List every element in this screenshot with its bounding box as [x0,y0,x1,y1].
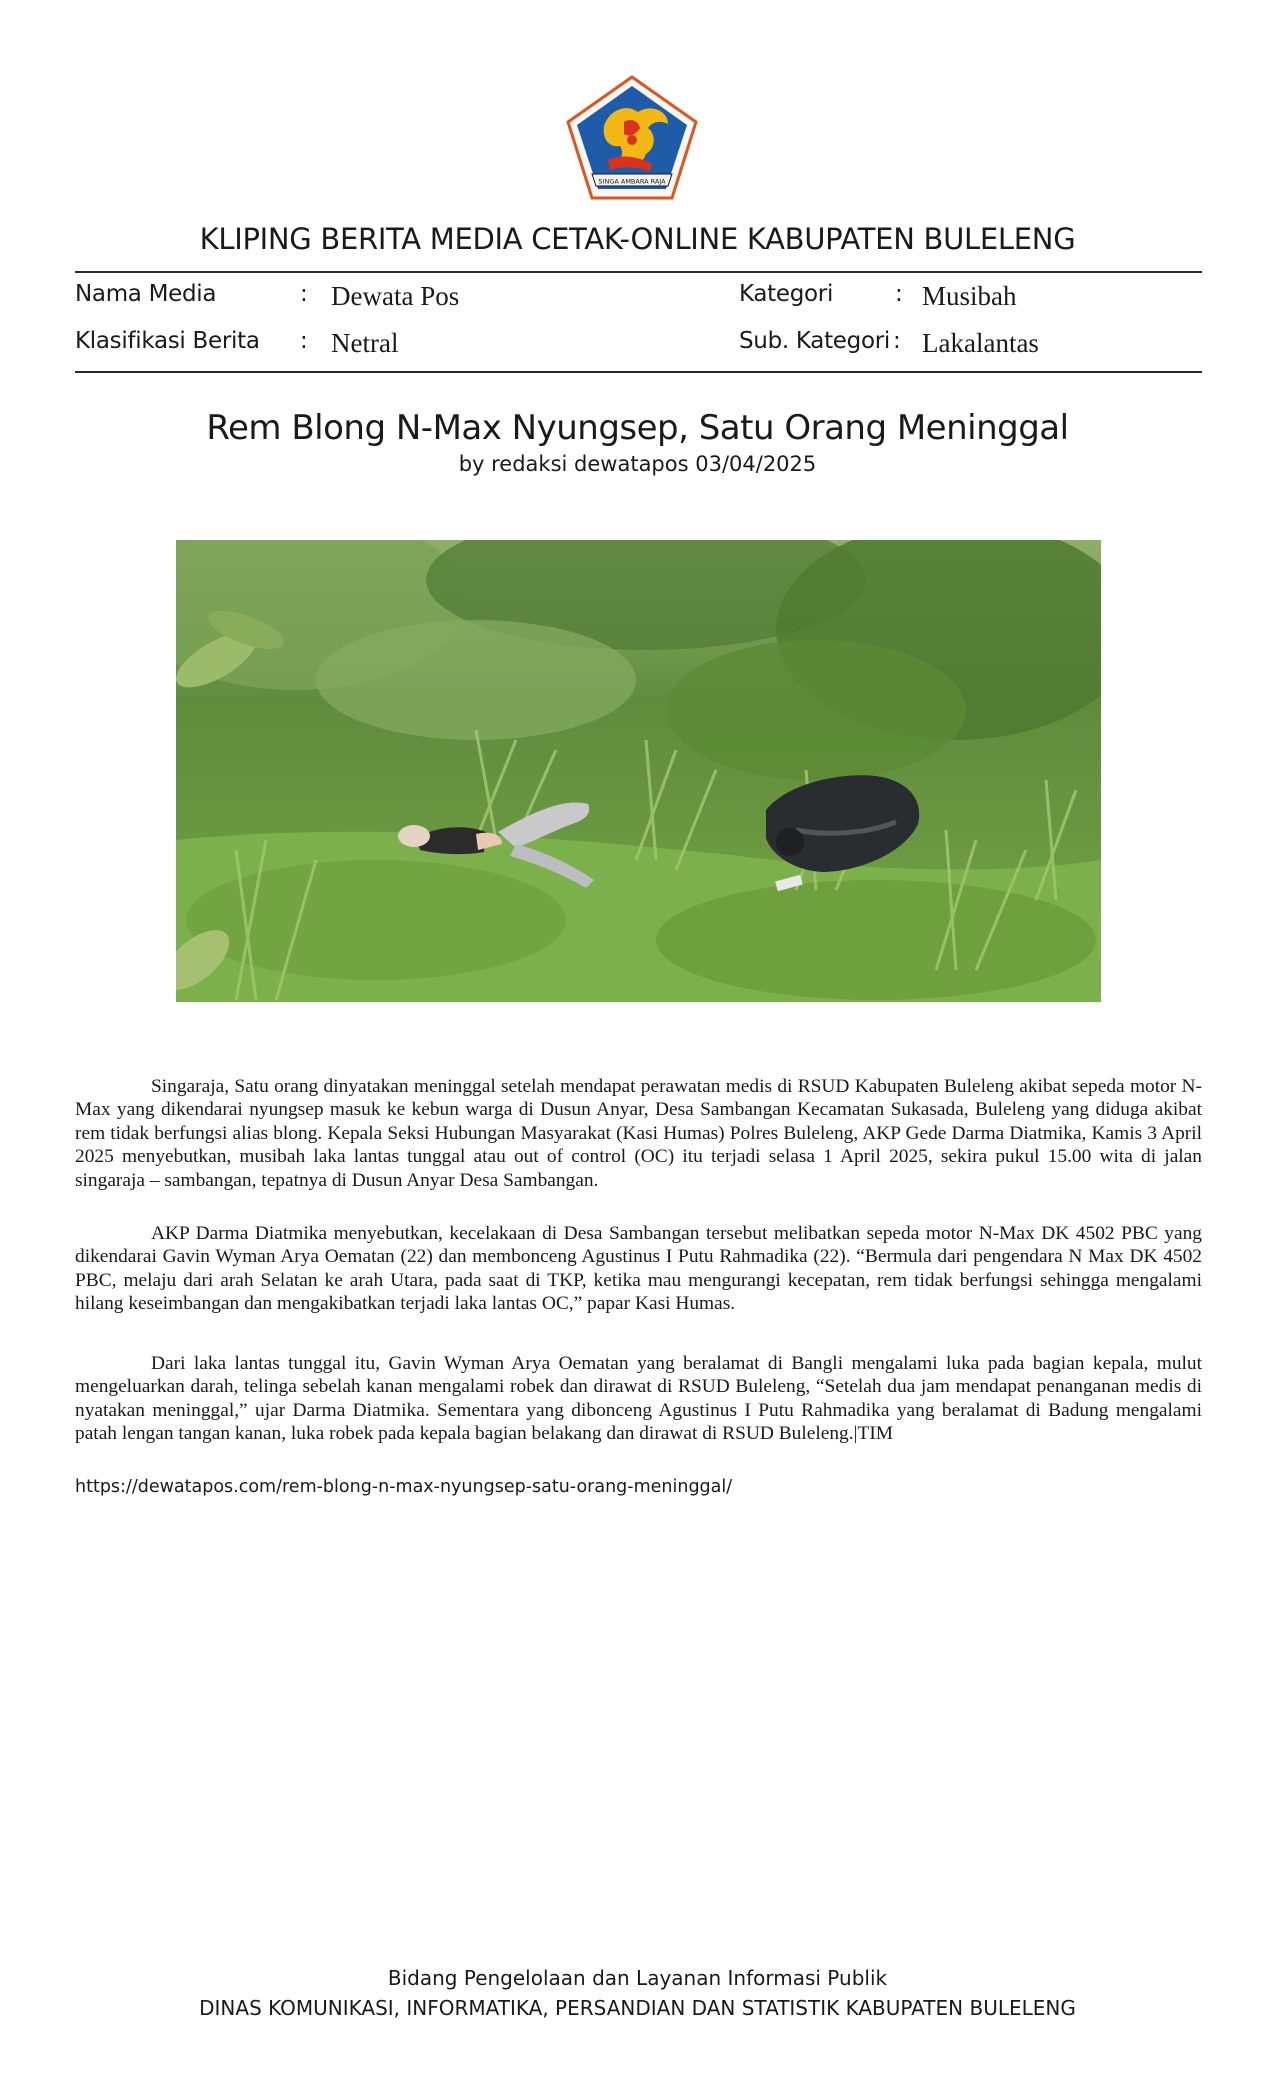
footer-agency: DINAS KOMUNIKASI, INFORMATIKA, PERSANDIAN DAN STATISTIK KABUPATEN BULELENG [199,1996,1076,2020]
subcategory-value: Lakalantas [922,328,1039,358]
article-byline: by redaksi dewatapos 03/04/2025 [458,452,817,476]
article-paragraph-text: Singaraja, Satu orang dinyatakan meninggal setelah mendapat perawatan medis di RSUD Kabupaten Buleleng akibat sepeda motor N-Max yang dikendarai nyungsep masuk ke kebun warga di Dusun Anyar, Desa Sambangan Kecamatan Sukasada, Buleleng yang diduga akibat rem tidak berfungsi alias blong. Kepala Seksi Hubungan Masyarakat (Kasi Humas) Polres Buleleng, AKP Gede Darma Diatmika, Kamis 3 April 2025 menyebutkan, musibah laka lantas tunggal atau out of control (OC) itu terjadi selasa 1 April 2025, sekira pukul 15.00 wita di jalan singaraja – sambangan, tepatnya di Dusun Anyar Desa Sambangan. [75,1076,1202,1191]
article-paragraph-text: AKP Darma Diatmika menyebutkan, kecelakaan di Desa Sambangan tersebut melibatkan sepeda motor N-Max DK 4502 PBC yang dikendarai Gavin Wyman Arya Oematan (22) dan membonceng Agustinus I Putu Rahmadika (22). “Bermula dari pengendara N Max DK 4502 PBC, melaju dari arah Selatan ke arah Utara, pada saat di TKP, ketika mau mengurangi kecepatan, rem tidak berfungsi sehingga mengalami hilang keseimbangan dan mengakibatkan terjadi laka lantas OC,” papar Kasi Humas. [75,1223,1202,1315]
footer-division: Bidang Pengelolaan dan Layanan Informasi Publik [387,1966,888,1990]
regency-emblem-icon [564,74,700,202]
source-url: https://dewatapos.com/rem-blong-n-max-nyungsep-satu-orang-meninggal/ [75,1477,733,1497]
media-name-value: Dewata Pos [331,281,460,311]
logo-ribbon-text: SINGA AMBARA RAJA [598,177,666,186]
category-label: Kategori [739,281,834,307]
clipping-header-title: KLIPING BERITA MEDIA CETAK-ONLINE KABUPATEN BULELENG [199,222,1076,256]
classification-value: Netral [331,328,399,358]
news-photo [176,540,1101,1002]
category-value: Musibah [922,281,1017,311]
media-name-colon: : [300,281,308,307]
article-title: Rem Blong N-Max Nyungsep, Satu Orang Meninggal [206,408,1069,448]
header-top-divider [75,271,1202,273]
classification-label: Klasifikasi Berita [75,328,260,354]
media-name-label: Nama Media [75,281,217,307]
subcategory-label: Sub. Kategori [739,328,890,354]
category-colon: : [895,281,903,307]
article-paragraph [75,1075,1202,1192]
article-paragraph [75,1352,1202,1446]
article-paragraph-text: Dari laka lantas tunggal itu, Gavin Wyman Arya Oematan yang beralamat di Bangli mengalami luka pada bagian kepala, mulut mengeluarkan darah, telinga sebelah kanan mengalami robek dan dirawat di RSUD Buleleng, “Setelah dua jam mendapat penanganan medis di nyatakan meninggal,” ujar Darma Diatmika. Sementara yang dibonceng Agustinus I Putu Rahmadika yang beralamat di Badung mengalami patah lengan tangan kanan, luka robek pada kepala bagian belakang dan dirawat di RSUD Buleleng.|TIM [75,1353,1202,1445]
article-paragraph [75,1222,1202,1316]
header-bottom-divider [75,371,1202,373]
subcategory-colon: : [893,328,901,354]
classification-colon: : [300,328,308,354]
